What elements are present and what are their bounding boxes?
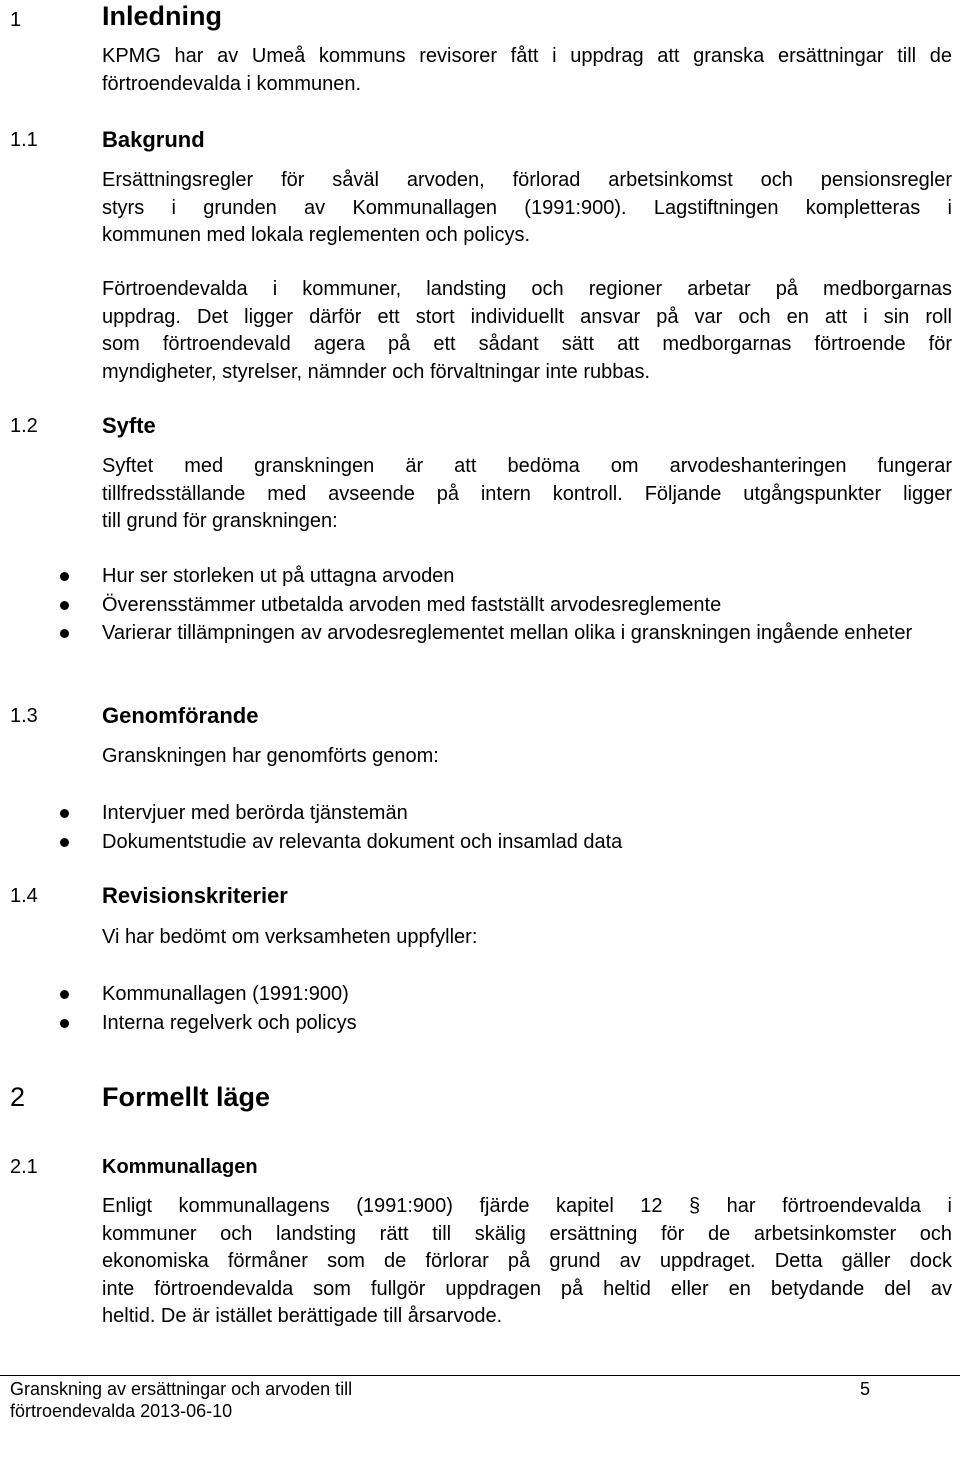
bullet-icon [60,572,69,581]
bullet-icon [60,629,69,638]
heading-title: Genomförande [102,703,259,728]
list-item [0,591,960,620]
bullet-icon [60,809,69,818]
method-bullet-list [0,799,960,856]
law-paragraph [102,1193,952,1331]
intro-paragraph: KPMG har av Umeå kommuns revisorer fått i uppdrag att granska ersättningar till de förtroendevalda i kommunen. [102,45,952,95]
text-line: kommunen med lokala reglementen och policys. [102,224,530,246]
list-item-text: Hur ser storleken ut på uttagna arvoden [102,565,455,587]
method-intro: Granskningen har genomförts genom: [102,745,439,767]
list-item-text: Dokumentstudie av relevanta dokument och insamlad data [102,830,623,853]
purpose-bullet-list [0,562,960,648]
heading-number: 1.1 [10,129,38,151]
criteria-bullet-list [0,980,960,1037]
list-item [0,1009,960,1038]
list-item-text: Kommunallagen (1991:900) [102,983,349,1005]
list-item-text: Intervjuer med berörda tjänstemän [102,802,408,824]
text-line: som förtroendevald agera på ett sådant sätt att medborgarnas förtroende för [102,333,952,355]
heading-title: Revisionskriterier [102,883,288,908]
heading-number: 1.2 [10,415,38,437]
bullet-icon [60,1019,69,1028]
list-item [0,562,960,591]
background-paragraph-2 [102,276,952,386]
bullet-icon [60,601,69,610]
list-item [0,619,960,648]
heading-title: Syfte [102,413,156,438]
text-line: myndigheter, styrelser, nämnder och förvaltningar inte rubbas. [102,360,651,383]
bullet-icon [60,838,69,847]
list-item-text: Överensstämmer utbetalda arvoden med fastställt arvodesreglemente [102,593,722,616]
heading-number: 2 [10,1082,26,1112]
footer-title: Granskning av ersättningar och arvoden till förtroendevalda 2013-06-10 [10,1379,353,1421]
criteria-intro: Vi har bedömt om verksamheten uppfyller: [102,926,478,948]
text-line: Förtroendevalda i kommuner, landsting och regioner arbetar på medborgarnas [102,278,952,300]
text-line: styrs i grunden av Kommunallagen (1991:900). Lagstiftningen kompletteras i [102,196,952,219]
list-item [0,980,960,1009]
text-line: heltid. De är istället berättigade till årsarvode. [102,1305,503,1327]
text-line: Enligt kommunallagens (1991:900) fjärde kapitel 12 § har förtroendevalda i [102,1195,952,1217]
heading-number: 1.4 [10,885,38,907]
list-item [0,828,960,857]
list-item [0,799,960,828]
text-line: kommuner och landsting rätt till skälig ersättning för de arbetsinkomster och [102,1222,952,1245]
heading-number: 1.3 [10,705,38,727]
text-line: Ersättningsregler för såväl arvoden, förlorad arbetsinkomst och pensionsregler [102,169,952,191]
heading-number: 1 [10,9,22,31]
list-item-text: Varierar tillämpningen av arvodesreglementet mellan olika i granskningen ingående enheter [102,622,913,644]
heading-title: Bakgrund [102,127,205,152]
heading-title: Kommunallagen [102,1156,258,1178]
text-line: Syftet med granskningen är att bedöma om arvodeshanteringen fungerar [102,455,952,477]
list-item-text: Interna regelverk och policys [102,1011,357,1034]
text-line: uppdrag. Det ligger därför ett stort individuellt ansvar på var och en att i sin roll [102,305,952,328]
text-line: inte förtroendevalda som fullgör uppdragen på heltid eller en betydande del av [102,1277,952,1300]
heading-number: 2.1 [10,1156,38,1178]
heading-title: Formellt läge [102,1082,271,1112]
text-line: till grund för granskningen: [102,510,338,532]
heading-title: Inledning [102,1,222,31]
page-number: 5 [860,1379,871,1399]
purpose-paragraph [102,453,952,536]
text-line: tillfredsställande med avseende på intern kontroll. Följande utgångspunkter ligger [102,482,952,505]
footer-divider [0,1375,960,1376]
background-paragraph-1 [102,167,952,250]
bullet-icon [60,990,69,999]
text-line: ekonomiska förmåner som de förlorar på grund av uppdraget. Detta gäller dock [102,1250,952,1272]
